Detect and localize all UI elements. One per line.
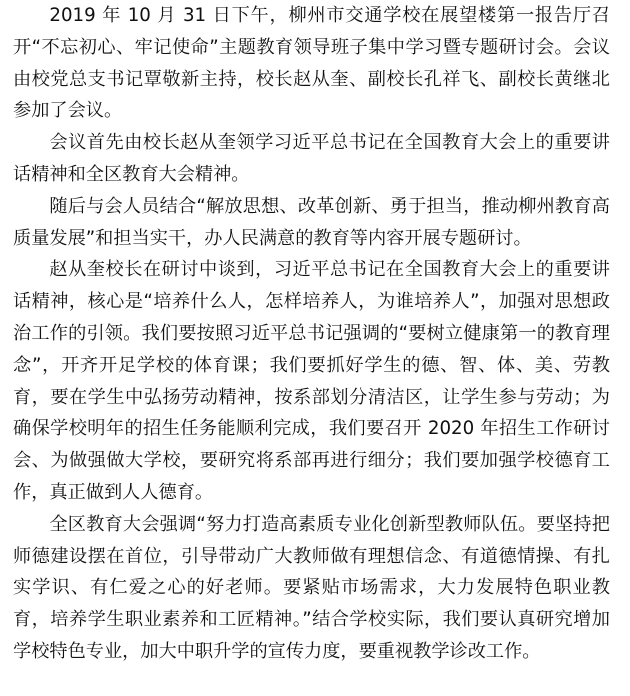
paragraph-study-session: 会议首先由校长赵从奎领学习近平总书记在全国教育大会上的重要讲话精神和全区教育大会精神。 (13, 132, 610, 185)
paragraph-principal-remarks: 赵从奎校长在研讨中谈到，习近平总书记在全国教育大会上的重要讲话精神，核心是“培养什么人，怎样培养人，为谁培养人”，加强对思想政治工作的引领。我们要按照习近平总书记强调的“要树立健康第一的教育理念”，开齐开足学校的体育课；我们要抓好学生的德、智、体、美、劳教育，要在学生中弘扬劳动精神，按系部划分清洁区，让学生参与劳动；为确保学校明年的招生任务能顺利完成，我们要召开 2020 年招生工作研讨会、为做强做大学校，要研究将系部再进行细分；我们要加强学校德育工作，真正做到人人德育。 (13, 259, 610, 503)
paragraph-meeting-intro: 2019 年 10 月 31 日下午，柳州市交通学校在展望楼第一报告厅召开“不忘初心、牢记使命”主题教育领导班子集中学习暨专题研讨会。会议由校党总支书记覃敬新主持，校长赵从奎、副校长孔祥飞、副校长黄继北参加了会议。 (13, 5, 610, 122)
paragraph-regional-conference: 全区教育大会强调“努力打造高素质专业化创新型教师队伍。要坚持把师德建设摆在首位，引导带动广大教师做有理想信念、有道德情操、有扎实学识、有仁爱之心的好老师。要紧贴市场需求，大力发展特色职业教育，培养学生职业素养和工匠精神。”结合学校实际，我们要认真研究增加学校特色专业，加大中职升学的宣传力度，要重视教学诊改工作。 (13, 513, 610, 662)
article-body (13, 0, 610, 668)
paragraph-discussion: 随后与会人员结合“解放思想、改革创新、勇于担当，推动柳州教育高质量发展”和担当实干，办人民满意的教育等内容开展专题研讨。 (13, 195, 610, 249)
